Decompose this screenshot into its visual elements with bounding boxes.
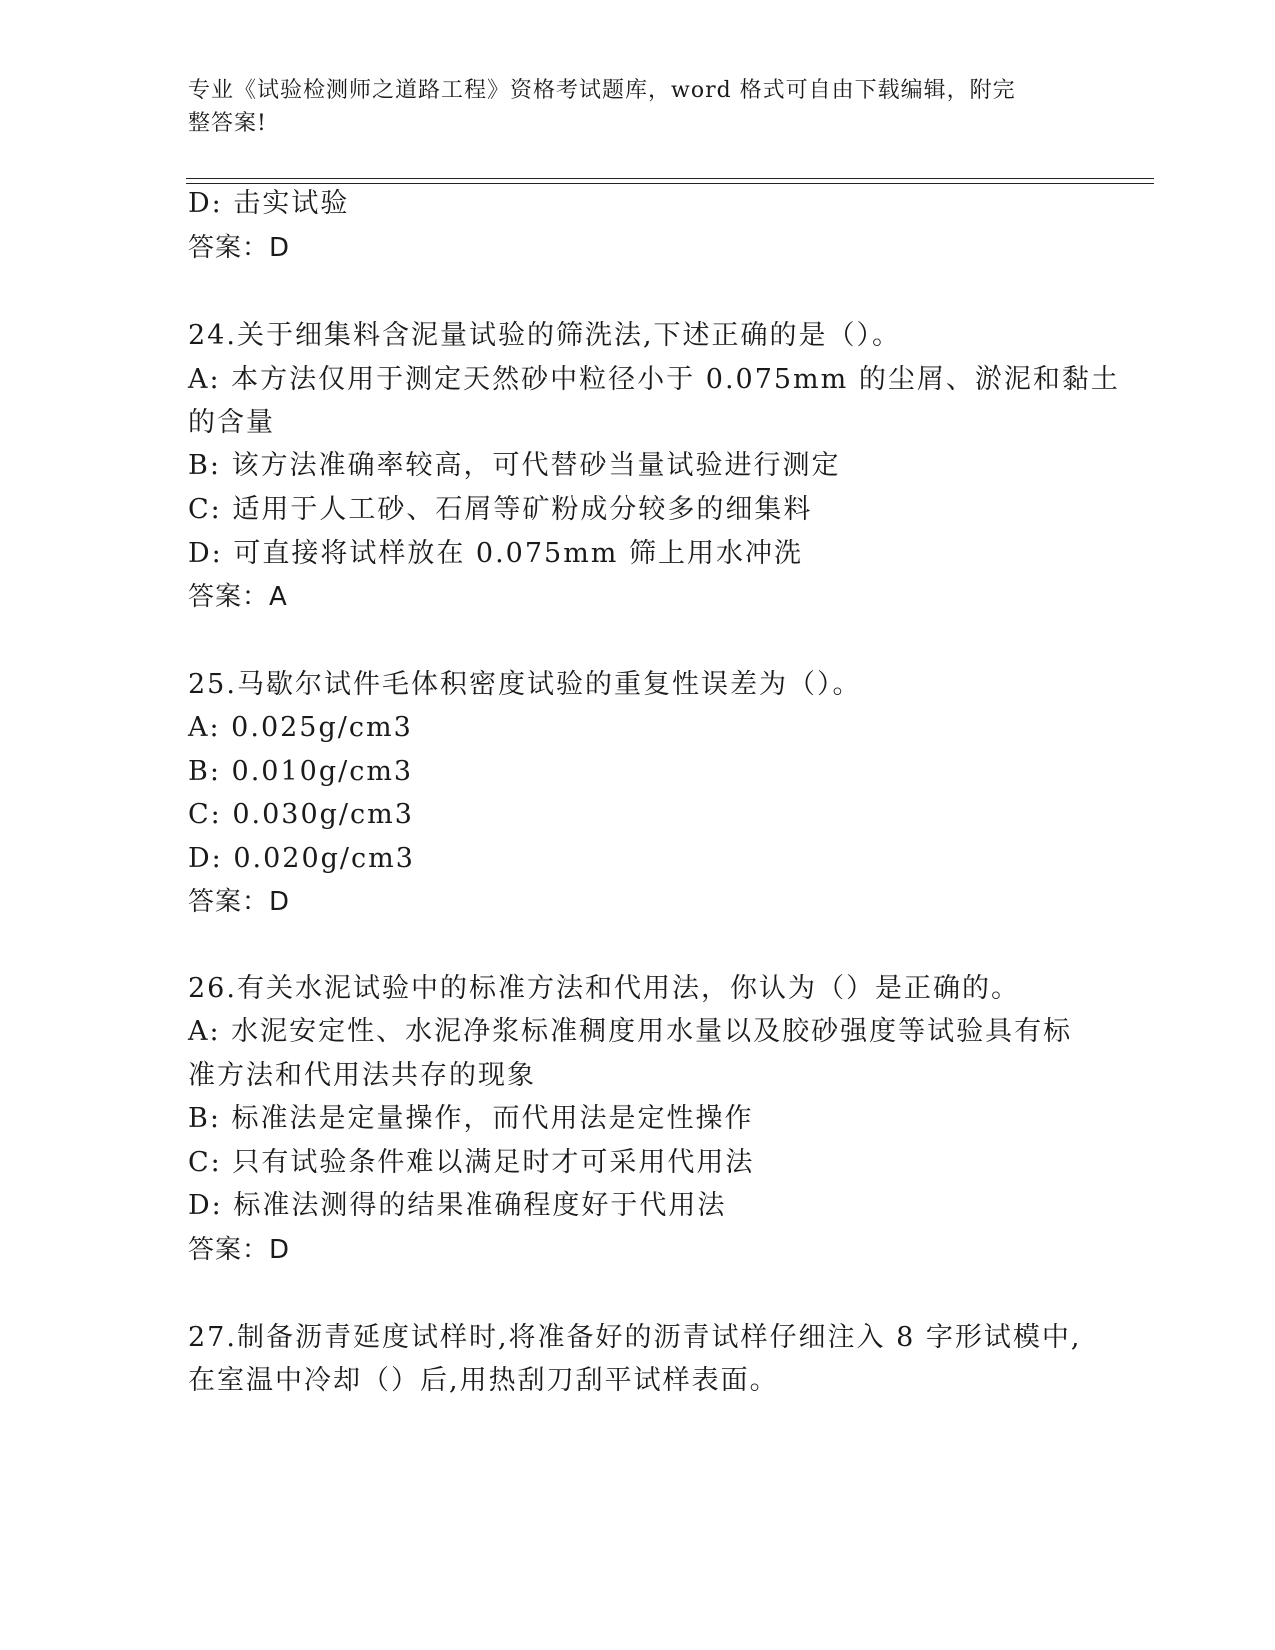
q25-option-a: A: 0.025g/cm3	[188, 712, 413, 743]
q26-option-c: C: 只有试验条件难以满足时才可采用代用法	[188, 1147, 755, 1178]
header-line-1: 专业《试验检测师之道路工程》资格考试题库，word 格式可自由下载编辑，附完	[188, 78, 1016, 103]
q24-option-d: D: 可直接将试样放在 0.075mm 筛上用水冲洗	[188, 538, 803, 569]
document-header	[188, 74, 1078, 140]
q27-stem-line1: 27.制备沥青延度试样时,将准备好的沥青试样仔细注入 8 字形试模中,	[188, 1322, 1082, 1353]
header-divider-top	[186, 178, 1154, 179]
q25-stem: 25.马歇尔试件毛体积密度试验的重复性误差为（）。	[188, 669, 862, 700]
prev-answer: 答案：D	[188, 233, 291, 263]
q24-answer: 答案：A	[188, 582, 288, 612]
header-divider-bottom	[186, 183, 1154, 184]
prev-option-d: D: 击实试验	[188, 188, 350, 219]
q25-option-b: B: 0.010g/cm3	[188, 756, 414, 787]
q26-stem: 26.有关水泥试验中的标准方法和代用法，你认为（）是正确的。	[188, 973, 1020, 1004]
q25-option-d: D: 0.020g/cm3	[188, 843, 415, 874]
q26-option-d: D: 标准法测得的结果准确程度好于代用法	[188, 1190, 727, 1221]
q26-option-a-line2: 准方法和代用法共存的现象	[188, 1060, 536, 1091]
q24-option-c: C: 适用于人工砂、石屑等矿粉成分较多的细集料	[188, 494, 813, 525]
q24-stem: 24.关于细集料含泥量试验的筛洗法,下述正确的是（）。	[188, 320, 902, 351]
header-line-2: 整答案!	[188, 111, 267, 136]
q24-option-b: B: 该方法准确率较高，可代替砂当量试验进行测定	[188, 450, 841, 481]
q26-option-a-line1: A: 水泥安定性、水泥净浆标准稠度用水量以及胶砂强度等试验具有标	[188, 1016, 1073, 1047]
q24-option-a-line1: A: 本方法仅用于测定天然砂中粒径小于 0.075mm 的尘屑、淤泥和黏土	[188, 364, 1120, 395]
q25-option-c: C: 0.030g/cm3	[188, 799, 414, 830]
q24-option-a-line2: 的含量	[188, 407, 275, 438]
q27-stem-line2: 在室温中冷却（）后,用热刮刀刮平试样表面。	[188, 1365, 779, 1396]
q26-option-b: B: 标准法是定量操作，而代用法是定性操作	[188, 1103, 754, 1134]
q26-answer: 答案：D	[188, 1235, 291, 1265]
q25-answer: 答案：D	[188, 887, 291, 917]
